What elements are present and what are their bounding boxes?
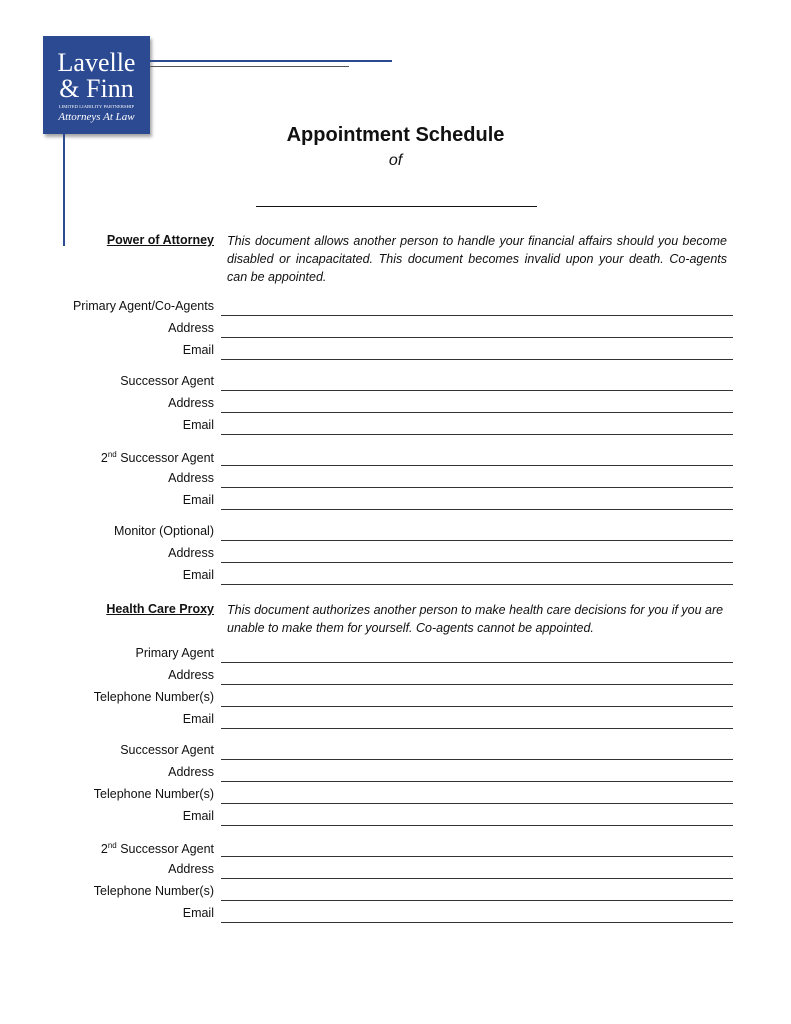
hcp-description: This document authorizes another person to make health care decisions for you if you are unable to make them for yourself. Co-agents cannot be appointed. (227, 603, 724, 635)
hcp-successor-email-line[interactable] (221, 825, 733, 826)
hcp-successor-label: Successor Agent (120, 743, 214, 757)
hcp-successor-telephone-line[interactable] (221, 803, 733, 804)
poa-second-email-line[interactable] (221, 509, 733, 510)
hcp-second-telephone-label: Telephone Number(s) (93, 884, 214, 898)
poa-second-successor-line[interactable] (221, 465, 733, 466)
poa-monitor-address-label: Address (168, 546, 214, 560)
poa-monitor-label: Monitor (Optional) (113, 524, 214, 538)
hcp-second-address-line[interactable] (221, 878, 733, 879)
poa-monitor-email-label: Email (182, 568, 214, 582)
hcp-primary-address-line[interactable] (221, 684, 733, 685)
poa-monitor-line[interactable] (221, 540, 733, 541)
hcp-second-address-label: Address (168, 862, 214, 876)
poa-second-successor-label (101, 451, 214, 465)
hcp-second-suffix: Successor Agent (116, 842, 214, 856)
hcp-successor-telephone-label: Telephone Number(s) (93, 787, 214, 801)
poa-heading: Power of Attorney (106, 233, 214, 247)
hcp-primary-telephone-label: Telephone Number(s) (93, 690, 214, 704)
hcp-second-sup: nd (107, 841, 117, 850)
poa-description: This document allows another person to handle your financial affairs should you become disabled or incapacitated. This document becomes invalid upon your death. Co-agents can be appointed. (227, 234, 727, 284)
hcp-successor-address-label: Address (168, 765, 214, 779)
poa-primary-email-line[interactable] (221, 359, 733, 360)
hcp-primary-address-label: Address (168, 668, 214, 682)
hcp-primary-email-label: Email (182, 712, 214, 726)
poa-second-suffix: Successor Agent (116, 451, 214, 465)
poa-primary-address-label: Address (168, 321, 214, 335)
client-name-line[interactable] (256, 206, 537, 207)
vertical-rule (63, 134, 65, 246)
logo-line-3: LIMITED LIABILITY PARTNERSHIP (58, 104, 135, 109)
hcp-primary-telephone-line[interactable] (221, 706, 733, 707)
poa-successor-email-line[interactable] (221, 434, 733, 435)
poa-second-address-line[interactable] (221, 487, 733, 488)
logo-line-2: & Finn (59, 74, 134, 103)
poa-primary-line[interactable] (221, 315, 733, 316)
hcp-primary-label: Primary Agent (135, 646, 214, 660)
poa-successor-address-label: Address (168, 396, 214, 410)
poa-second-address-label: Address (168, 471, 214, 485)
hcp-second-telephone-line[interactable] (221, 900, 733, 901)
logo-line-1: Lavelle (57, 48, 136, 77)
hcp-second-prefix: 2 (100, 842, 108, 856)
firm-logo (43, 36, 150, 134)
hcp-second-successor-line[interactable] (221, 856, 733, 857)
hcp-successor-address-line[interactable] (221, 781, 733, 782)
hcp-second-successor-label (101, 842, 214, 856)
hcp-second-email-label: Email (182, 906, 214, 920)
poa-primary-email-label: Email (182, 343, 214, 357)
poa-primary-label: Primary Agent/Co-Agents (72, 299, 214, 313)
hcp-primary-email-line[interactable] (221, 728, 733, 729)
header-rule-gray (150, 66, 349, 67)
hcp-heading: Health Care Proxy (106, 602, 214, 616)
poa-second-sup: nd (107, 450, 117, 459)
poa-successor-line[interactable] (221, 390, 733, 391)
poa-monitor-address-line[interactable] (221, 562, 733, 563)
hcp-successor-line[interactable] (221, 759, 733, 760)
header-rule-blue (150, 60, 392, 62)
poa-second-email-label: Email (182, 493, 214, 507)
poa-primary-address-line[interactable] (221, 337, 733, 338)
poa-successor-email-label: Email (182, 418, 214, 432)
poa-successor-address-line[interactable] (221, 412, 733, 413)
logo-line-4: Attorneys At Law (58, 111, 135, 123)
hcp-successor-email-label: Email (182, 809, 214, 823)
page-title: Appointment Schedule (286, 124, 505, 146)
poa-monitor-email-line[interactable] (221, 584, 733, 585)
page-subtitle: of (388, 152, 403, 169)
hcp-second-email-line[interactable] (221, 922, 733, 923)
poa-successor-label: Successor Agent (120, 374, 214, 388)
poa-second-prefix: 2 (100, 451, 108, 465)
hcp-primary-line[interactable] (221, 662, 733, 663)
